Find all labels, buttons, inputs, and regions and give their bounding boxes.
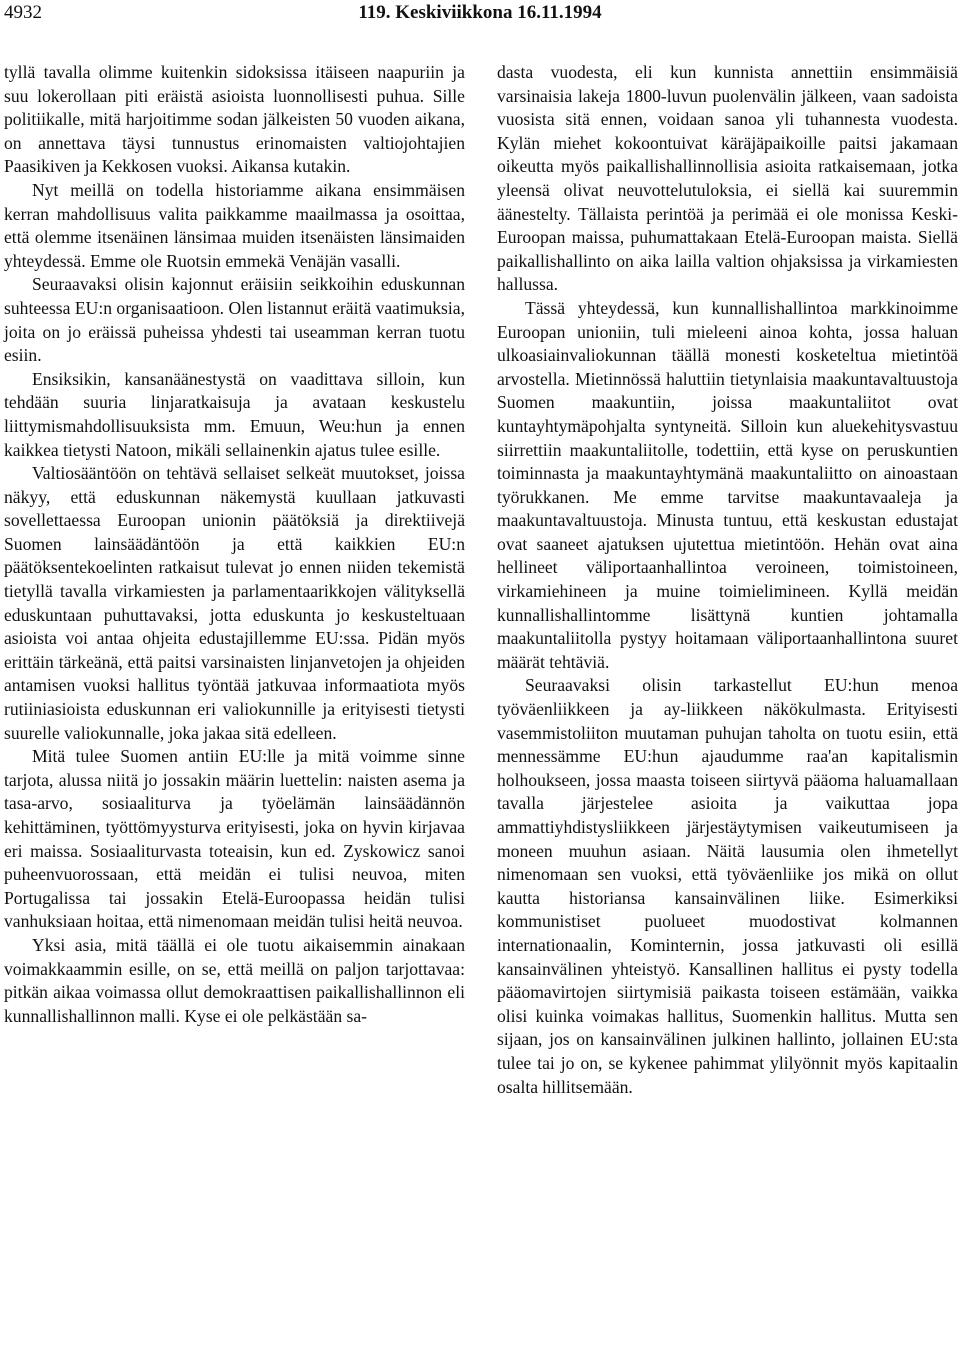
paragraph: tyllä tavalla olimme kuitenkin sidoksissa itäiseen naapuriin ja suu lokerollaan piti eräistä asioista luonnollisesti puhua. Sille politiikalle, mitä harjoitimme sodan jälkeisten 50 vuoden aikana, on annettava täysi tunnustus erinomaisten valtiojohtajien Paasikiven ja Kekkosen vuoksi. Aikansa kutakin. (4, 62, 465, 177)
paragraph: Seuraavaksi olisin kajonnut eräisiin seikkoihin eduskunnan suhteessa EU:n organisaatioon. Olen listannut eräitä vaatimuksia, joita on jo eräissä puheissa yhdesti tai useamman kerran tuotu esiin. (4, 274, 465, 366)
paragraph: Yksi asia, mitä täällä ei ole tuotu aikaisemmin ainakaan voimakkaammin esille, on se, että meillä on paljon tarjottavaa: pitkän aikaa voimassa ollut demokraattisen paikallishallinnon eli kunnallishallinnon malli. Kyse ei ole pelkästään sa- (4, 934, 465, 1026)
paragraph: Valtiosääntöön on tehtävä sellaiset selkeät muutokset, joissa näkyy, että eduskunnan näkemystä kuullaan jatkuvasti sovellettaessa Euroopan unionin päätöksiä ja direktiivejä Suomen lainsäädäntöön ja että kaikkien EU:n päätöksentekoelinten ratkaisut tulevat jo ennen niiden tekemistä tietyllä tavalla virkamiesten ja parlamentaarikkojen välityksellä eduskuntaan puhuttavaksi, jotta eduskunta jo keskusteltuaan asioista voi antaa ohjeita edustajillemme EU:ssa. Pidän myös erittäin tärkeänä, että paitsi varsinaisten linjanvetojen ja ohjeiden antamisen vuoksi hallitus työntää jatkuvaa informaatiota myös rutiiniasioista eduskunnan eri valiokunnille ja erityisesti tietysti suurelle valiokunnalle, joka jakaa sitä edelleen. (4, 463, 465, 743)
left-column (4, 61, 465, 1028)
paragraph: Ensiksikin, kansanäänestystä on vaadittava silloin, kun tehdään suuria linjaratkaisuja ja avataan keskustelu liittymismahdollisuuksista mm. Emuun, Weu:hun ja ennen kaikkea tietysti Natoon, mikäli sellainenkin ajatus tulee esille. (4, 368, 465, 460)
right-column (497, 61, 958, 1099)
page-number: 4932 (4, 2, 42, 23)
paragraph: Mitä tulee Suomen antiin EU:lle ja mitä voimme sinne tarjota, alussa niitä jo jossakin määrin luettelin: naisten asema ja tasa-arvo, sosiaaliturva ja työelämän lainsäädännön kehittäminen, työttömyysturva erityisesti, joka on hyvin kirjavaa eri maissa. Sosiaaliturvasta toteaisin, kun ed. Zyskowicz sanoi puheenvuorossaan, että meidän ei tulisi neuvoa, miten Portugalissa tai jossakin Etelä-Euroopassa heidän tulisi vanhuksiaan hoitaa, että nimenomaan meidän tulisi heitä neuvoa. (4, 746, 465, 932)
paragraph: Nyt meillä on todella historiamme aikana ensimmäisen kerran mahdollisuus valita paikkamme maailmassa ja osoittaa, että olemme itsenäinen länsimaa muiden itsenäisten länsimaiden yhteydessä. Emme ole Ruotsin emmekä Venäjän vasalli. (4, 179, 465, 271)
session-title: 119. Keskiviikkona 16.11.1994 (358, 2, 602, 23)
paragraph: Tässä yhteydessä, kun kunnallishallintoa markkinoimme Euroopan unioniin, tuli mieleeni ainoa kohta, jossa haluan ulkoasiainvaliokunnan täällä monesti kosketeltua mietintöä arvostella. Mietinnössä haluttiin tietynlaisia maakuntavaltuustoja Suomen maakuntiin, joissa maakuntaliitot ovat kuntayhtymäpohjalta syntyneitä. Silloin kun aluekehitysvastuu siirrettiin maakuntaliitolle, todettiin, että kyse on peruskuntien toiminnasta ja maakuntayhtymänä maakuntaliitto on ainoastaan työrukkanen. Me emme tarvitse maakuntavaaleja ja maakuntavaltuustoja. Minusta tuntuu, että keskustan edustajat ovat saaneet ajatuksen ujutettua mietintöön. Hehän ovat aina hellineet väliportaanhallintoa veroineen, toimistoineen, virkamiehineen ja muine toimielimineen. Kyllä meidän kunnallishallintomme lisättynä kuntien johtamalla maakuntaliitolla pystyy hoitamaan väliportaanhallintona suuret määrät tehtäviä. (497, 297, 958, 672)
paragraph: dasta vuodesta, eli kun kunnista annettiin ensimmäisiä varsinaisia lakeja 1800-luvun puolenvälin jälkeen, vaan sadoista vuosista sitä ennen, voidaan sanoa yli tuhannesta vuodesta. Kylän miehet kokoontuivat käräjäpaikoille paitsi jakamaan oikeutta myös paikallishallinnollisia asioita ratkaisemaan, jotka yleensä olivat neuvottelutuloksia, ei siellä kai suuremmin äänestelty. Tällaista perintöä ja perimää ei ole monissa Keski-Euroopan maissa, puhumattakaan Etelä-Euroopan maista. Siellä paikallishallinto on aika lailla valtion ohjaksissa ja virkamiesten hallussa. (497, 62, 958, 295)
page-header (0, 0, 960, 30)
paragraph: Seuraavaksi olisin tarkastellut EU:hun menoa työväenliikkeen ja ay-liikkeen näkökulmasta. Erityisesti vasemmistoliiton muutaman puhujan taholta on tuotu esiin, että mennessämme EU:hun ajaudumme raa'an kapitalismin holhoukseen, jossa maasta toiseen siirtyvä pääoma haluamallaan tavalla järjestelee asioita ja vaikuttaa jopa ammattiyhdistysliikkeen järjestäytymisen vaikeutumiseen ja moneen muuhun asiaan. Näitä lausumia olen ihmetellyt nimenomaan sen vuoksi, että työväenliike jos mikä on ollut kautta historiansa kansainvälinen liike. Esimerkiksi kommunistiset puolueet muodostivat kolmannen internationaalin, Kominternin, jossa jatkuvasti oli esillä kansainvälinen yhteistyö. Kansallinen hallitus ei pysty todella pääomavirtojen siirtymisiä paikasta toiseen estämään, vaikka olisi kuinka voimakas hallitus, Suomenkin hallitus. Mutta sen sijaan, jos on kansainvälinen julkinen hallinto, jollainen EU:sta tulee tai jo on, se kykenee pahimmat ylilyönnit myös kapitaalin osalta hillitsemään. (497, 675, 958, 1097)
